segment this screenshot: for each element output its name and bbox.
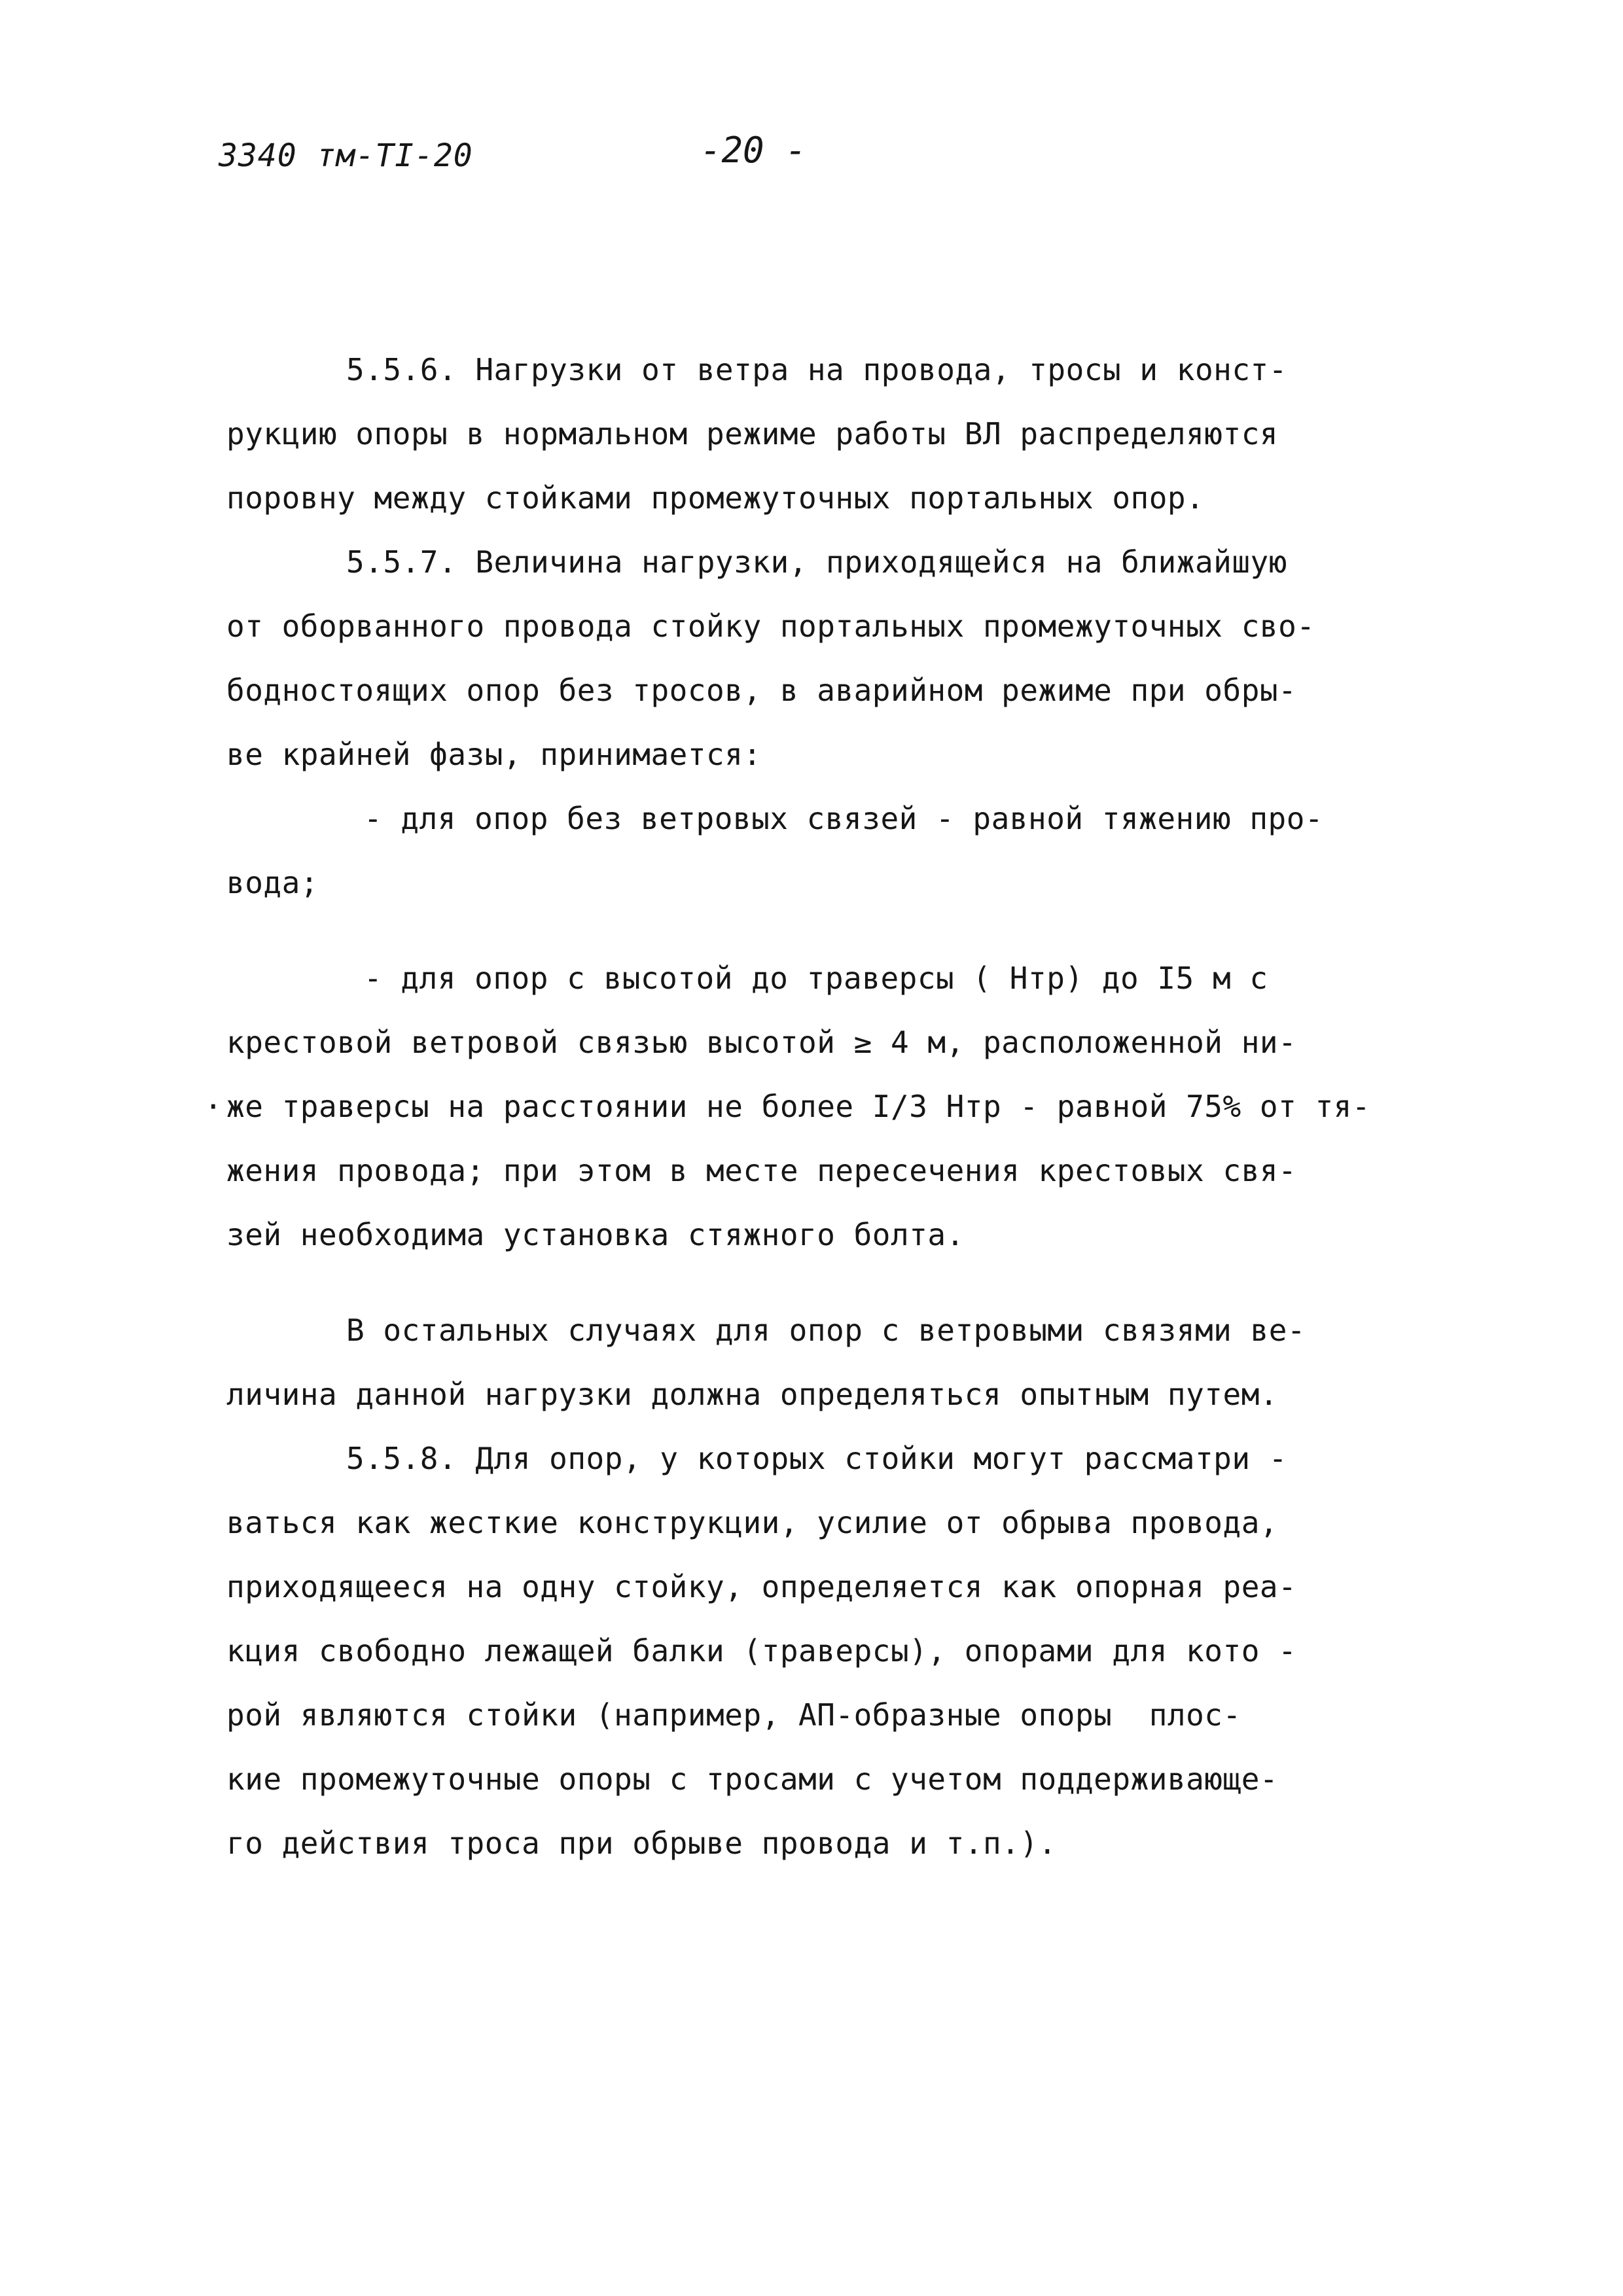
- text-line: В остальных случаях для опор с ветровыми связями ве-: [346, 1313, 1306, 1348]
- text-line: личина данной нагрузки должна определяться опытным путем.: [226, 1377, 1279, 1412]
- margin-mark: ·: [204, 1089, 223, 1124]
- text-line: рой являются стойки (например, АП-образные опоры плос-: [226, 1697, 1241, 1733]
- text-line: го действия троса при обрыве провода и т.п.).: [226, 1826, 1057, 1861]
- text-line-with-margin-mark: [204, 1074, 1404, 1139]
- text-line: кция свободно лежащей балки (траверсы), опорами для кото -: [226, 1633, 1297, 1669]
- text-line: рукцию опоры в нормальном режиме работы ВЛ распределяются: [226, 416, 1279, 451]
- text-line: кие промежуточные опоры с тросами с учетом поддерживающе-: [226, 1761, 1279, 1797]
- text-line: 5.5.7. Величина нагрузки, приходящейся на ближайшую: [346, 544, 1287, 580]
- text-line: поровну между стойками промежуточных портальных опор.: [226, 480, 1205, 516]
- page-number: -20 -: [700, 130, 807, 171]
- text-line: же траверсы на расстоянии не более I/3 Hтр - равной 75% от тя-: [226, 1089, 1371, 1124]
- text-line: приходящееся на одну стойку, определяется как опорная реа-: [226, 1569, 1297, 1604]
- text-line: - для опор без ветровых связей - равной тяжению про-: [364, 801, 1324, 836]
- text-line: крестовой ветровой связью высотой ≥ 4 м, расположенной ни-: [226, 1025, 1297, 1060]
- text-line: бодностоящих опор без тросов, в аварийном режиме при обры-: [226, 673, 1297, 708]
- document-code: 3340 тм-ТI-20: [219, 137, 473, 174]
- text-line: зей необходима установка стяжного болта.: [226, 1217, 965, 1252]
- text-line: вода;: [226, 865, 319, 900]
- text-line: ваться как жесткие конструкции, усилие от обрыва провода,: [226, 1505, 1279, 1540]
- text-line: от оборванного провода стойку портальных промежуточных сво-: [226, 609, 1315, 644]
- text-line: 5.5.6. Нагрузки от ветра на провода, тросы и конст-: [346, 352, 1287, 387]
- text-line: жения провода; при этом в месте пересечения крестовых свя-: [226, 1153, 1297, 1188]
- body-text: [204, 338, 1404, 1875]
- text-line: - для опор с высотой до траверсы ( Hтр) до I5 м с: [364, 961, 1268, 996]
- text-line: 5.5.8. Для опор, у которых стойки могут рассматри -: [346, 1441, 1287, 1476]
- text-line: ве крайней фазы, принимается:: [226, 737, 762, 772]
